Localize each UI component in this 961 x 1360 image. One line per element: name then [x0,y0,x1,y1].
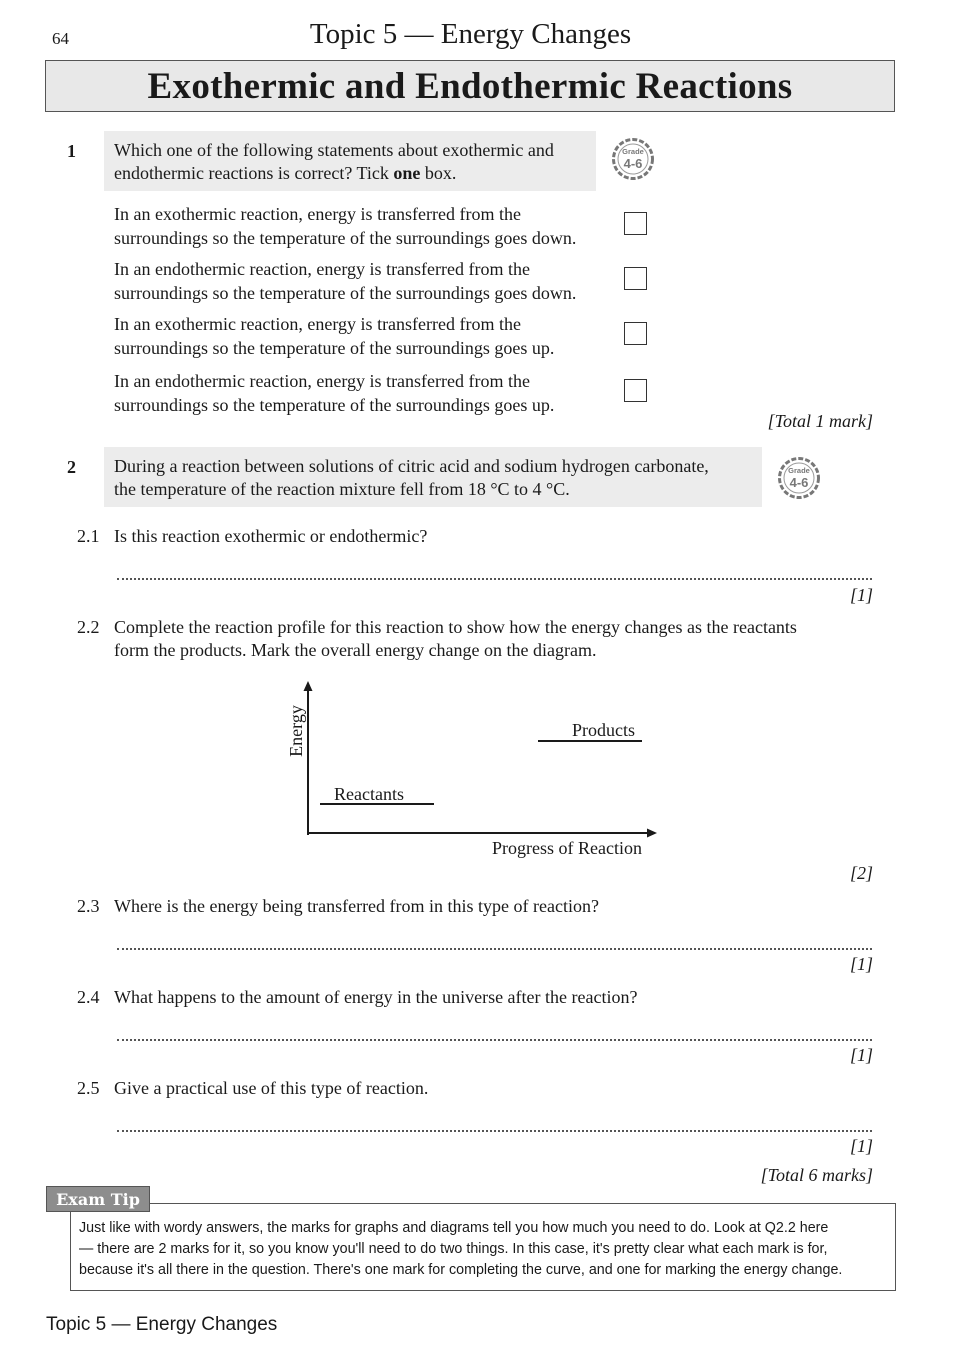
grade-badge-icon [777,456,821,500]
subquestion-text: What happens to the amount of energy in the universe after the reaction? [114,987,638,1007]
question-2-total: [Total 6 marks] [760,1165,873,1185]
page-number: 64 [52,29,69,48]
subquestion-number: 2.5 [77,1078,100,1098]
subquestion-text: Complete the reaction profile for this reaction to show how the energy changes as the reactants form the products. Mark the overall energy change on the diagram. [114,617,797,660]
grade-value: 4-6 [623,156,643,171]
subquestion-text: Where is the energy being transferred from in this type of reaction? [114,896,599,916]
y-axis-arrow-icon [304,681,313,691]
option-4-text: In an endothermic reaction, energy is transferred from the surroundings so the temperature of the surroundings goes up. [114,371,555,415]
subquestion-number: 2.4 [77,987,100,1007]
y-axis-label: Energy [286,705,306,757]
exam-tip-line: because it's all there in the question. There's one mark for completing the curve, and one for marking the energy change. [79,1262,843,1278]
x-axis-label: Progress of Reaction [492,838,642,858]
option-3-text: In an exothermic reaction, energy is transferred from the surroundings so the temperature of the surroundings goes up. [114,314,555,358]
mark-2-1: [1] [849,585,873,605]
exam-tip-box [70,1203,896,1291]
question-1-total: [Total 1 mark] [767,411,873,431]
products-label: Products [572,720,635,740]
exam-tip-label: Exam Tip [46,1186,150,1212]
footer-topic: Topic 5 — Energy Changes [46,1314,278,1335]
mark-2-4: [1] [849,1045,873,1065]
subquestion-number: 2.3 [77,896,100,916]
question-1-prompt-line1: Which one of the following statements about exothermic and [114,140,554,160]
option-3-checkbox[interactable] [624,322,647,345]
question-2-prompt-line2: the temperature of the reaction mixture fell from 18 °C to 4 °C. [114,479,570,499]
question-number-1: 1 [67,141,76,161]
question-2-prompt-line1: During a reaction between solutions of citric acid and sodium hydrogen carbonate, [114,456,709,476]
grade-label: Grade [622,147,644,156]
question-1-prompt [104,131,596,191]
grade-badge-icon [611,137,655,181]
option-4-checkbox[interactable] [624,379,647,402]
subquestion-number: 2.2 [77,617,100,637]
mark-2-5: [1] [849,1136,873,1156]
answer-line-2-3[interactable] [117,948,872,950]
subquestion-2-1 [77,525,877,549]
answer-line-2-5[interactable] [117,1130,872,1132]
answer-line-2-1[interactable] [117,578,872,580]
question-2-prompt [104,447,762,507]
mark-2-2: [2] [849,863,873,883]
option-1-text: In an exothermic reaction, energy is transferred from the surroundings so the temperature of the surroundings goes down. [114,204,577,248]
grade-label: Grade [788,466,810,475]
subquestion-2-2 [77,616,877,664]
subquestion-text: Give a practical use of this type of reaction. [114,1078,429,1098]
option-2-checkbox[interactable] [624,267,647,290]
question-number-2: 2 [67,457,76,477]
reaction-profile-diagram[interactable] [270,675,670,865]
exam-tip-line: — there are 2 marks for it, so you know you'll need to do two things. In this case, it's pretty clear what each mark is for, [79,1241,828,1257]
page-title: Exothermic and Endothermic Reactions [147,65,793,107]
running-head: Topic 5 — Energy Changes [309,18,632,50]
mark-2-3: [1] [849,954,873,974]
title-bar [45,60,895,112]
subquestion-text: Is this reaction exothermic or endothermic? [114,526,428,546]
option-1-checkbox[interactable] [624,212,647,235]
option-2-text: In an endothermic reaction, energy is transferred from the surroundings so the temperature of the surroundings goes down. [114,259,577,303]
question-1-prompt-line2: endothermic reactions is correct? Tick one box. [114,163,457,183]
x-axis-arrow-icon [647,829,657,838]
subquestion-2-4 [77,986,877,1010]
exam-tip-line: Just like with wordy answers, the marks for graphs and diagrams tell you how much you need to do. Look at Q2.2 here [79,1220,829,1236]
answer-line-2-4[interactable] [117,1039,872,1041]
subquestion-2-5 [77,1077,877,1101]
reactants-label: Reactants [334,784,404,804]
emphasis-one: one [393,163,421,183]
subquestion-number: 2.1 [77,526,100,546]
grade-value: 4-6 [789,475,809,490]
subquestion-2-3 [77,895,877,919]
